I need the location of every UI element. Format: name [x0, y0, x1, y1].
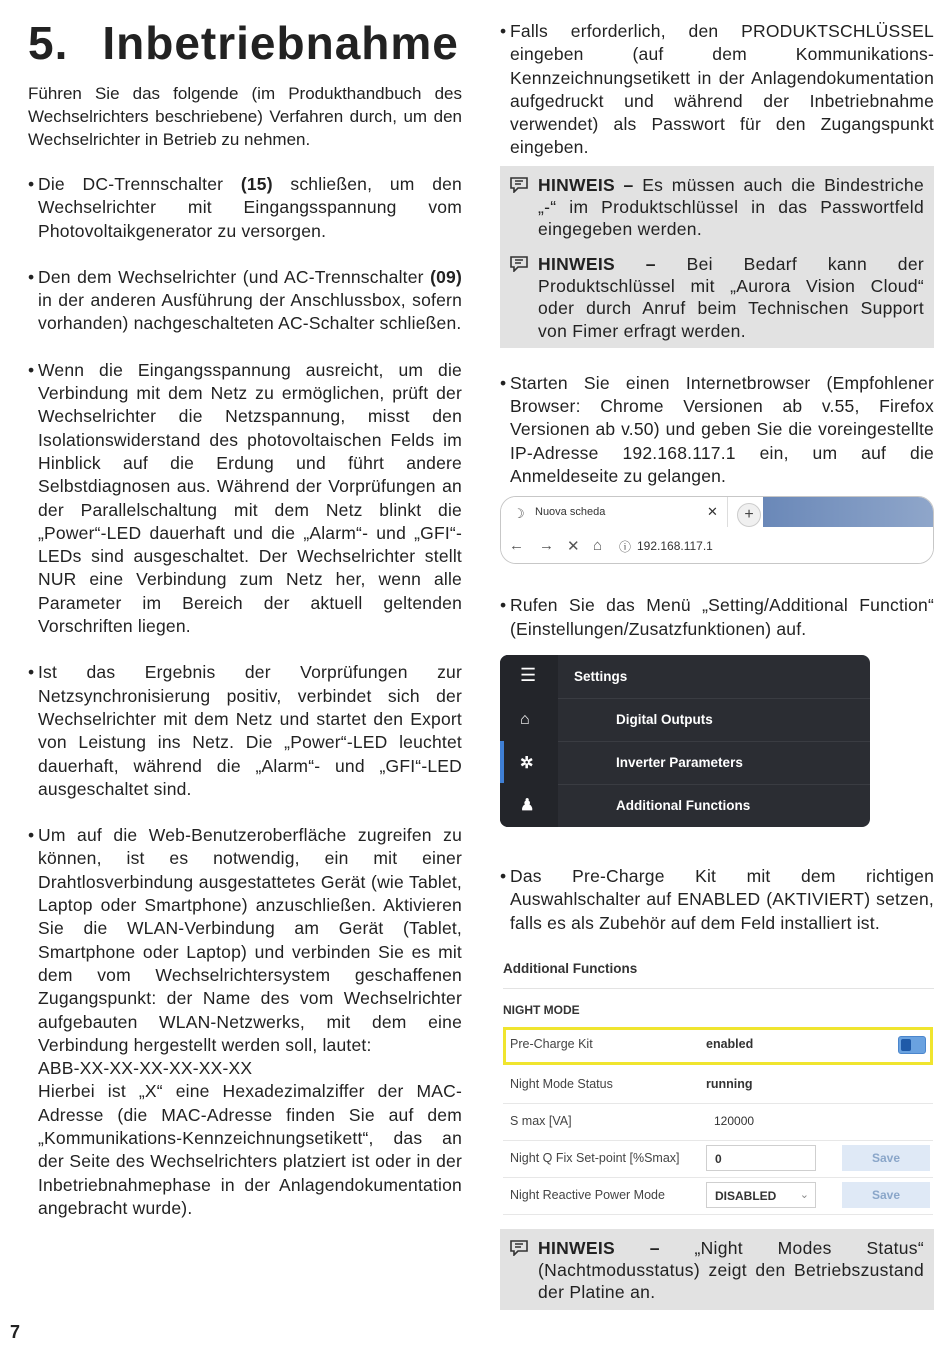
note-box	[500, 1229, 934, 1310]
table-row: Night Mode Status running	[503, 1067, 933, 1104]
bell-icon: ♟	[520, 796, 535, 814]
back-icon: ←	[509, 537, 524, 555]
note-speech-icon	[510, 256, 528, 272]
list-item: • Die DC-Trennschalter (15) schließen, um den Wechselrichter mit Eingangsspannung vom Photovoltaikgenerator zu versorgen.	[28, 173, 462, 243]
night-q-input: 0	[706, 1145, 816, 1171]
chevron-down-icon: ⌄	[799, 1188, 809, 1201]
menu-item-additional-functions: Additional Functions	[558, 784, 870, 827]
blurred-tab	[763, 497, 933, 527]
table-row: Night Q Fix Set-point [%Smax] 0 Save	[503, 1141, 933, 1178]
save-button: Save	[842, 1145, 930, 1171]
stop-icon: ✕	[567, 538, 580, 556]
gear-icon: ✲	[520, 754, 534, 772]
table-row: Night Reactive Power Mode DISABLED ⌄ Save	[503, 1178, 933, 1215]
list-item: • Das Pre-Charge Kit mit dem richtigen Auswahlschalter auf ENABLED (AKTIVIERT) setzen, falls es als Zubehör auf dem Feld installiert ist.	[500, 865, 934, 935]
menu-icon: ☰	[520, 664, 537, 685]
close-icon: ✕	[707, 504, 718, 520]
browser-screenshot	[500, 496, 934, 564]
selected-indicator	[500, 741, 504, 783]
table-row: Pre-Charge Kit enabled	[503, 1027, 933, 1065]
divider	[503, 988, 934, 989]
settings-table	[503, 1027, 933, 1215]
note-speech-icon	[510, 177, 528, 193]
loading-icon: ☽	[513, 506, 525, 522]
list-item: • Falls erforderlich, den PRODUKTSCHLÜSSEL eingeben (auf dem Kommunikations-Kennzeichnungsetikett in der Anlagendokumentation aufgedruckt und während der Inbetriebnahme verwendet) als Passwort für den Zugangspunkt eingeben.	[500, 20, 934, 160]
right-column	[500, 20, 934, 1334]
note: HINWEIS – „Night Modes Status“ (Nachtmodusstatus) zeigt den Betriebszustand der Platine an.	[510, 1237, 924, 1304]
address-bar	[501, 527, 933, 563]
settings-menu-screenshot	[500, 655, 870, 827]
list-item: • Starten Sie einen Internetbrowser (Empfohlener Browser: Chrome Versionen ab v.55, Firefox Versionen ab v.50) und geben Sie die voreingestellte IP-Adresse 192.168.117.1 ein, um auf die Anmeldeseite zu gelangen.	[500, 372, 934, 488]
table-row: S max [VA] 120000	[503, 1104, 933, 1141]
info-icon: ⓘ	[619, 540, 632, 555]
list-item: • Rufen Sie das Menü „Setting/Additional Function“ (Einstellungen/Zusatzfunktionen) auf.	[500, 594, 934, 641]
smax-value: 120000	[706, 1108, 816, 1134]
menu-item-inverter-parameters: Inverter Parameters	[558, 741, 870, 784]
settings-header: ☰ Settings	[520, 664, 628, 685]
note: HINWEIS – Bei Bedarf kann der Produktschlüssel mit „Aurora Vision Cloud“ oder durch Anruf beim Technischen Support von Fimer erfragt werden.	[510, 253, 924, 342]
url-text: 192.168.117.1	[637, 539, 713, 554]
list-item: • Den dem Wechselrichter (und AC-Trennschalter (09) in der anderen Ausführung der Anschlussbox, sofern vorhanden) nachgeschalteten AC-Schalter schließen.	[28, 266, 462, 336]
left-column	[28, 16, 462, 1243]
forward-icon: →	[539, 537, 554, 555]
intro-text: Führen Sie das folgende (im Produkthandbuch des Wechselrichters beschriebene) Verfahren durch, um den Wechselrichter in Betrieb zu nehmen.	[28, 84, 462, 149]
page-number: 7	[10, 1322, 21, 1342]
list-item: • Um auf die Web-Benutzeroberfläche zugreifen zu können, ist es notwendig, ein mit einer Drahtlosverbindung ausgestattetes Gerät (wie Tablet, Laptop oder Smartphone) anzuschließen. Aktivieren Sie die WLAN-Verbindung am Gerät (Tablet, Smartphone oder Laptop) und verbinden Sie es mit dem vom Wechselrichtersystem geschaffenen Zugangspunkt: der Name des vom Wechselrichter aufgebauten WLAN-Netzwerks, mit dem eine Verbindung hergestellt werden soll, lautet: ABB-XX-XX-XX-XX-XX-XX Hierbei ist „X“ eine Hexadezimalziffer der MAC-Adresse (die MAC-Adresse finden Sie auf dem „Kommunikations-Kennzeichnungsetikett“, das an der Seite des Wechselrichters platziert ist oder in der Inbetriebnahmephase in der Anlagendokumentation angebracht wurde).	[28, 824, 462, 1220]
wifi-ssid: ABB-XX-XX-XX-XX-XX-XX	[38, 1058, 253, 1079]
note-box	[500, 166, 934, 348]
home-icon: ⌂	[520, 710, 530, 728]
home-icon: ⌂	[593, 537, 603, 555]
new-tab-icon: +	[737, 503, 761, 527]
page-title: 5. Inbetriebnahme	[28, 17, 459, 69]
additional-functions-screenshot: Additional Functions NIGHT MODE Pre-Charge Kit enabled Night Mode Status running S max [VA] 120000 Night Q Fix Set-point [%Smax] 0 Save Night Reactive Power Mode DISABLED ⌄ Save	[500, 961, 934, 1215]
menu-item-digital-outputs: Digital Outputs	[558, 698, 870, 741]
reactive-mode-select: DISABLED ⌄	[706, 1182, 816, 1208]
pre-charge-toggle	[898, 1036, 926, 1054]
note: HINWEIS – Es müssen auch die Bindestriche „-“ im Produktschlüssel in das Passwortfeld eingegeben werden.	[510, 174, 924, 241]
browser-tab: ☽ Nuova scheda ✕	[501, 497, 728, 527]
note-speech-icon	[510, 1240, 528, 1256]
list-item: • Ist das Ergebnis der Vorprüfungen zur Netzsynchronisierung positiv, verbindet sich der Wechselrichter mit dem Netz und startet den Export von Leistung ins Netz. Die „Power“-LED leuchtet dauerhaft, während die „Alarm“- und „GFI“-LED ausgeschaltet sind.	[28, 661, 462, 801]
list-item: • Wenn die Eingangsspannung ausreicht, um die Verbindung mit dem Netz zu ermöglichen, prüft der Wechselrichter die Netzspannung, misst den Isolationswiderstand des photovoltaischen Felds im Hinblick auf die Erdung und führt andere Selbstdiagnosen aus. Während der Vorprüfungen an der Parallelschaltung mit dem Netz blinkt die „Power“-LED dauerhaft und die „Alarm“- und „GFI“-LEDs sind ausgeschaltet. Der Wechselrichter stellt NUR eine Verbindung zum Netz her, wenn alle Parameter im Bereich der aktuell geltenden Vorschriften liegen.	[28, 359, 462, 639]
save-button: Save	[842, 1182, 930, 1208]
